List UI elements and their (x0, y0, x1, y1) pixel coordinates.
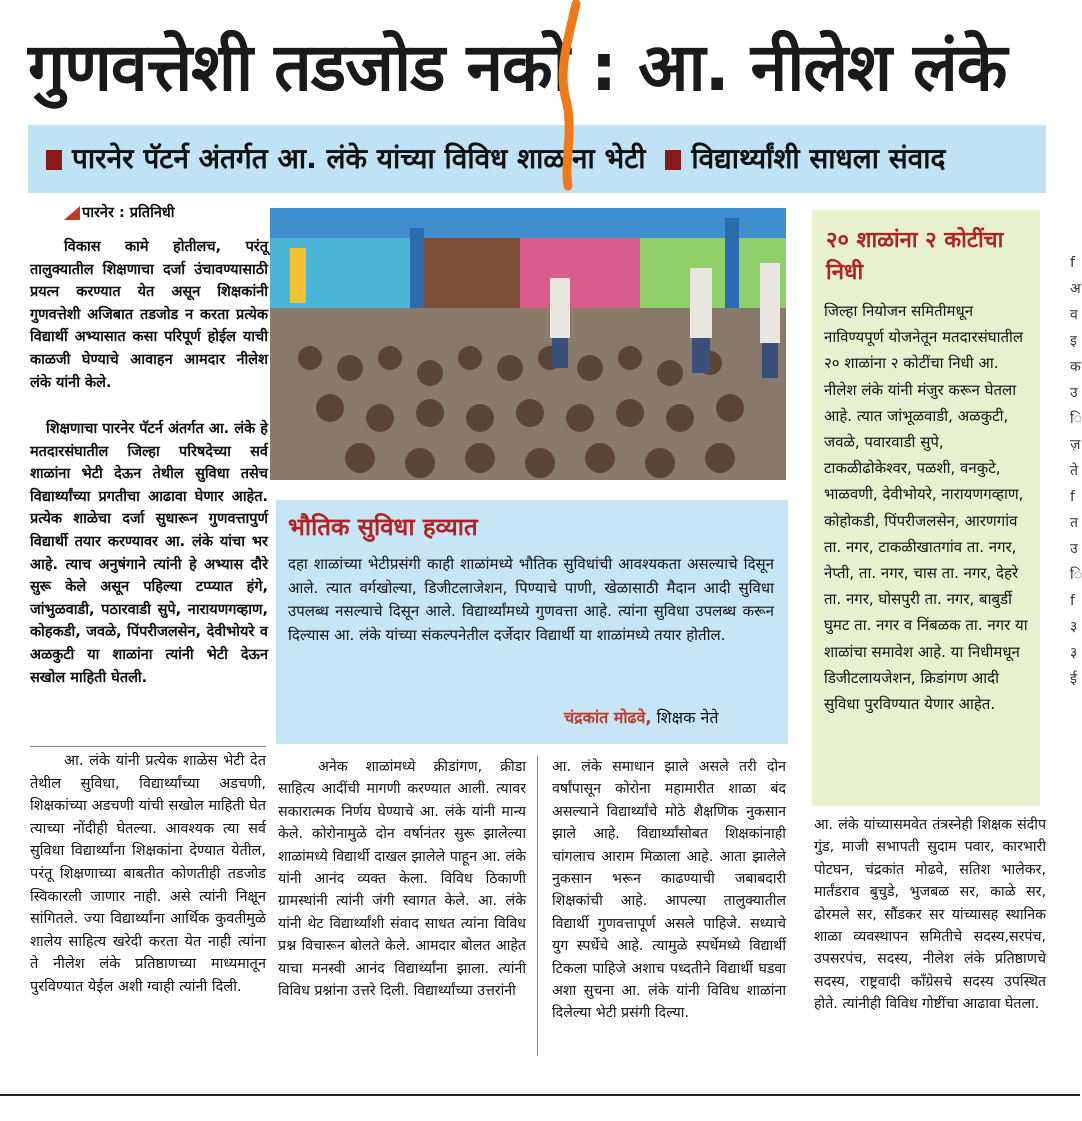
col2-text: अनेक शाळांमध्ये क्रीडांगण, क्रीडा साहित्य आदींची मागणी करण्यात आली. त्यावर सकारात्मक निर्णय घेण्याचे आ. लंके यांनी मान्य केले. कोरोनामुळे दोन वर्षानंतर सुरू झालेल्या शाळांमध्ये विद्यार्थी दाखल झालेले पाहून आ. लंके यांनी आनंद व्यक्त केला. विविध ठिकाणी ग्रामस्थांनी त्यांनी जंगी स्वागत केले. आ. लंके यांनी थेट विद्यार्थ्यांशी संवाद साधत त्यांना विविध प्रश्न विचारून बोलते केले. आमदार बोलत आहेत याचा मनस्वी आनंद विद्यार्थ्यांना झाला. त्यांनी विविध प्रश्नांना उत्तरे दिली. विद्यार्थ्यांच्या उत्तरांनी (278, 759, 526, 1000)
headline: गुणवत्तेशी तडजोड नको : आ. नीलेश लंके (28, 29, 1007, 106)
square-bullet-icon (46, 150, 62, 170)
fund-box-title: २० शाळांना २ कोटींचा निधी (826, 228, 1004, 285)
subhead-part2: विद्यार्थ्यांशी साधला संवाद (691, 142, 946, 175)
subhead-part1: पारनेर पॅटर्न अंतर्गत आ. लंके यांच्या विविध शाळांना भेटी (72, 142, 646, 175)
byline-text: पारनेर : प्रतिनिधी (82, 205, 175, 221)
fund-box-body: जिल्हा नियोजन समितीमधून नाविण्यपूर्ण योजनेतून मतदारसंघातील २० शाळांना २ कोटींचा निधी आ. नीलेश लंके यांनी मंजुर करून घेतला आहे. त्यात जांभूळवाडी, अळकुटी, जवळे, पवारवाडी सुपे, टाकळीढोकेश्वर, पळशी, वनकुटे, भाळवणी, देवीभोयरे, नारायणगव्हाण, कोहोकडी, पिंपरीजलसेन, आरणगांव ता. नगर, टाकळीखातगांव ता. नगर, नेप्ती, ता. नगर, चास ता. नगर, देहरे ता. नगर, घोसपुरी ता. नगर, बाबुर्डी घुमट ता. नगर व निंबळक ता. नगर या शाळांचा समावेश आहे. या निधीमधून डिजीटलायजेशन, क्रिडांगण आदी सुविधा पुरविण्यात येणार आहेत. (824, 302, 1028, 714)
byline (64, 202, 175, 222)
col1-para1: विकास कामे होतीलच, परंतू तालुक्यातील शिक्षणाचा दर्जा उंचावण्यासाठी प्रयत्न करण्यात येत असून शिक्षकांनी गुणवत्तेशी अजिबात तडजोड न करता प्रत्येक विद्यार्थी अभ्यासात कसा परिपूर्ण होईल याची काळजी घेण्याचे आवाहन आमदार नीलेश लंके यांनी केले. (30, 239, 268, 391)
quote-role: शिक्षक नेते (656, 708, 719, 727)
quote-attribution (564, 706, 718, 728)
edge-text: f अ व इ क उ ि ज़ ते f त उ ि f ३ ३ ई (1070, 255, 1082, 687)
col1-para3: आ. लंके यांनी प्रत्येक शाळेस भेटी देत तेथील सुविधा, विद्यार्थ्यांच्या अडचणी, शिक्षकांच्या अडचणी यांची सखोल माहिती घेत त्याच्या नोंदीही घेतल्या. आवश्यक त्या सर्व सुविधा विद्यार्थ्यांना शिक्षकांना देण्यात येतील, परंतू शिक्षणाच्या बाबतीत कोणतीही तडजोड स्विकारली जाणार नाही. असे त्यांनी निक्षून सांगितले. ज्या विद्यार्थ्यांना आर्थिक कुवतीमुळे शालेय साहित्य खरेदी करता येत नाही त्यांना ते नीलेश लंके प्रतिष्ठाणच्या माध्यमातून पुरविण्यात येईल अशी ग्वाही त्यांनी दिली. (30, 753, 266, 995)
column-divider (537, 756, 538, 1056)
quote-name: चंद्रकांत मोढवे, (564, 708, 652, 727)
col4-text: आ. लंके यांच्यासमवेत तंत्रस्नेही शिक्षक संदीप गुंड, माजी सभापती सुदाम पवार, कारभारी पोटघन, चंद्रकांत मोढवे, सतिश भालेकर, मार्तंडराव बुचुडे, भुजबळ सर, काळे सर, ढोरमले सर, सौंडकर सर यांच्यासह स्थानिक शाळा व्यवस्थापन समितीचे सदस्य,सरपंच, उपसरपंच, सदस्य, नीलेश लंके प्रतिष्ठाणचे सदस्य, राष्ट्रवादी काँग्रेसचे सदस्य उपस्थित होते. त्यांनीही विविध गोष्टींचा आढावा घेतला. (814, 817, 1046, 1013)
facilities-box-body: दहा शाळांच्या भेटीप्रसंगी काही शाळांमध्ये भौतिक सुविधांची आवश्यकता असल्याचे दिसून आले. त्यात वर्गखोल्या, डिजीटलाजेशन, पिण्याचे पाणी, खेळासाठी मैदान आदी सुविधा उपलब्ध नसल्याचे दिसून आले. विद्यार्थ्यांमध्ये गुणवत्ता आहे. त्यांना सुविधा उपलब्ध करून दिल्यास आ. लंके यांच्या संकल्पनेतील दर्जेदार विद्यार्थी या शाळांमध्ये तयार होतील. (288, 555, 774, 644)
triangle-marker-icon (64, 206, 80, 220)
col3-text: आ. लंके समाधान झाले असले तरी दोन वर्षांपासून कोरोना महामारीत शाळा बंद असल्याने विद्यार्थ्यांचे मोठे शैक्षणिक नुकसान झाले आहे. विद्यार्थ्यांसोबत शिक्षकांनाही चांगलाच आराम मिळाला आहे. आता झालेले नुकसान भरून काढण्याची जबाबदारी शिक्षकांची आहे. आपल्या तालुक्यातील विद्यार्थी गुणवत्तापूर्ण असले पाहिजे. सध्याचे युग स्पर्धेचे आहे. त्यामुळे स्पर्धेमध्ये विद्यार्थी टिकला पाहिजे अशाच पध्दतीने विद्यार्थी घडवा अशा सुचना आ. लंके यांनी विविध शाळांना दिलेल्या भेटी प्रसंगी दिल्या. (552, 759, 786, 1022)
col1-para2: शिक्षणाचा पारनेर पॅटर्न अंतर्गत आ. लंके हे मतदारसंघातील जिल्हा परिषदेच्या सर्व शाळांना भेटी देऊन तेथील सुविधा तसेच विद्यार्थ्यांच्या प्रगतीचा आढावा घेणार आहेत. प्रत्येक शाळेचा दर्जा सुधारून गुणवत्तापुर्ण विद्यार्थी तयार करण्यावर आ. लंके यांचा भर आहे. त्याच अनुषंगाने त्यांनी हे अभ्यास दौरे सुरू केले असून पहिल्या टप्प्यात हंगे, जांभुळवाडी, पठारवाडी सुपे, नारायणगव्हाण, कोहकडी, जवळे, पिंपरीजलसेन, देवीभोयरे व अळकुटी या शाळांना त्यांनी भेटी देऊन सखोल माहिती घेतली. (30, 421, 268, 686)
facilities-box-title: भौतिक सुविधा हव्यात (288, 513, 478, 541)
pen-mark-icon (538, 0, 598, 190)
bottom-rule (0, 1094, 1080, 1096)
school-visit-photo (270, 208, 786, 480)
column-divider (30, 746, 266, 747)
square-bullet-icon (665, 150, 681, 170)
